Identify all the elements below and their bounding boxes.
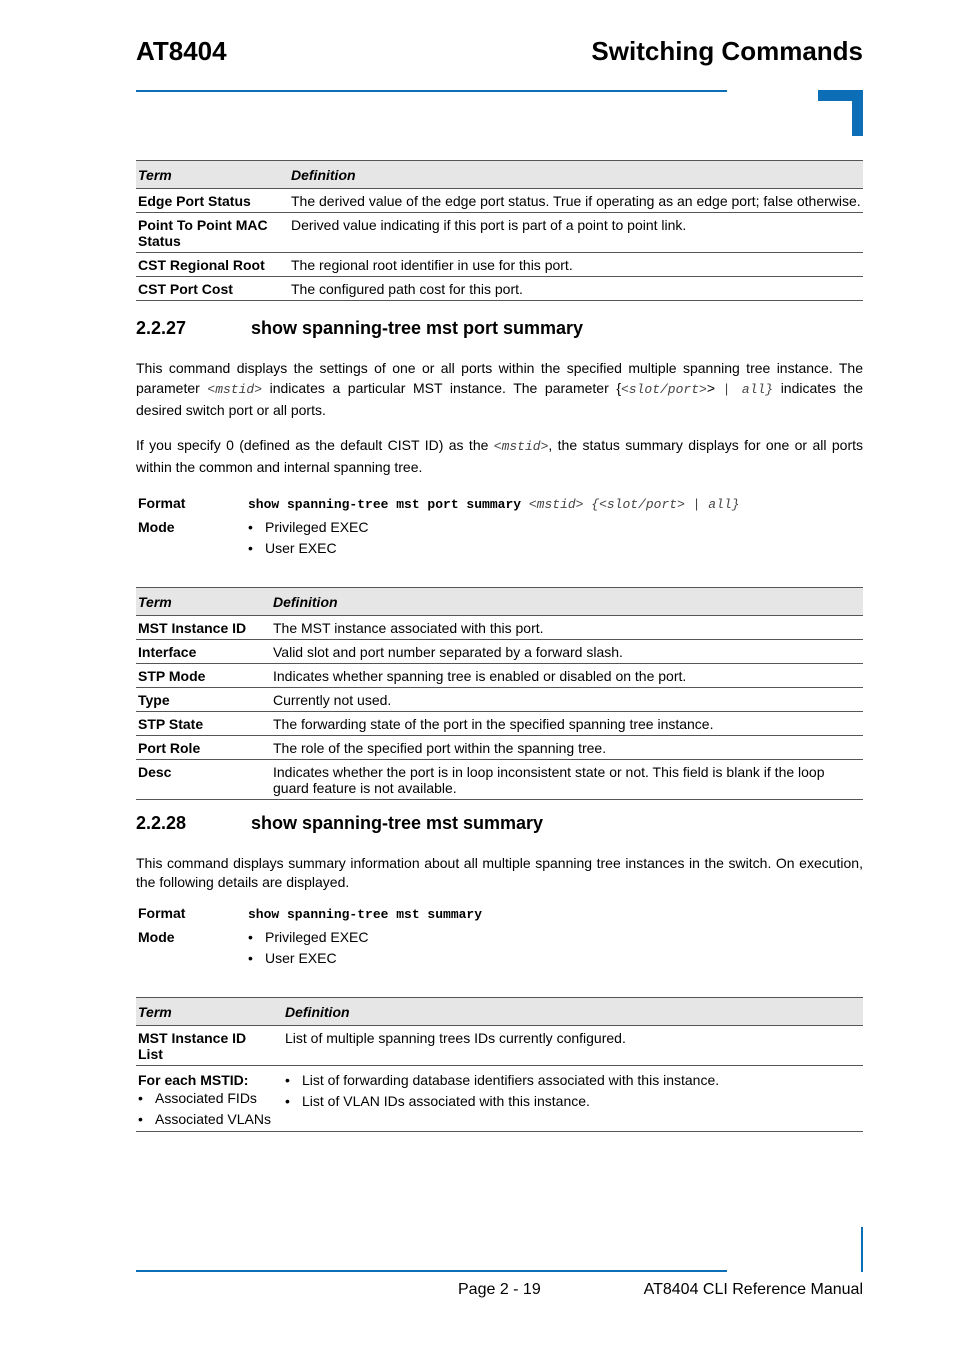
term-table-1 xyxy=(136,160,863,301)
term-cell: Interface xyxy=(136,640,271,664)
page-number: Page 2 - 19 xyxy=(458,1281,541,1298)
format-label: Format xyxy=(138,495,186,511)
term-cell: STP State xyxy=(136,712,271,736)
term-cell: Port Role xyxy=(136,736,271,760)
term-cell: STP Mode xyxy=(136,664,271,688)
definition-cell: Indicates whether spanning tree is enabled or disabled on the port. xyxy=(271,664,863,688)
definition-cell xyxy=(283,1066,863,1132)
format-command: show spanning-tree mst summary xyxy=(248,907,483,922)
definition-cell: The derived value of the edge port status. True if operating as an edge port; false otherwise. xyxy=(289,189,863,213)
definition-cell: The forwarding state of the port in the specified spanning tree instance. xyxy=(271,712,863,736)
paragraph xyxy=(136,358,863,420)
definition-cell: The configured path cost for this port. xyxy=(289,277,863,301)
list-item: • List of VLAN IDs associated with this instance. xyxy=(285,1091,861,1112)
table-row xyxy=(136,1066,863,1132)
term-cell: CST Port Cost xyxy=(136,277,289,301)
definition-cell: Derived value indicating if this port is part of a point to point link. xyxy=(289,213,863,253)
column-term: Term xyxy=(136,588,271,616)
table-row xyxy=(136,688,863,712)
text: > xyxy=(706,380,723,396)
table-header-row xyxy=(136,998,863,1026)
term-cell xyxy=(136,1066,283,1132)
all-param: | all} xyxy=(722,382,774,397)
mode-label: Mode xyxy=(138,929,175,945)
table-row xyxy=(136,213,863,253)
definition-cell: The MST instance associated with this port. xyxy=(271,616,863,640)
table-row xyxy=(136,640,863,664)
footer-rule xyxy=(136,1270,727,1272)
list-item: • List of forwarding database identifiers associated with this instance. xyxy=(285,1070,861,1091)
corner-mark-bottom xyxy=(861,1227,863,1272)
section-number: 2.2.28 xyxy=(136,813,187,833)
table-row xyxy=(136,616,863,640)
term-cell: MST Instance ID List xyxy=(136,1026,283,1066)
text: If you specify 0 (defined as the default CIST ID) as the xyxy=(136,437,494,453)
list-item: • User EXEC xyxy=(248,538,369,559)
definition-cell: Valid slot and port number separated by a forward slash. xyxy=(271,640,863,664)
text: indicates the desired switch port or all ports. xyxy=(136,380,863,418)
definition-cell: Currently not used. xyxy=(271,688,863,712)
term-cell: CST Regional Root xyxy=(136,253,289,277)
mstid-param: <mstid> xyxy=(493,439,549,454)
list-item: • Associated FIDs xyxy=(138,1090,281,1106)
table-row xyxy=(136,736,863,760)
command-args: <mstid> {<slot/port> | all} xyxy=(528,497,740,512)
term-table-3 xyxy=(136,997,863,1132)
list-item: • Privileged EXEC xyxy=(248,927,369,948)
list-item: • Associated VLANs xyxy=(138,1111,281,1127)
format-command xyxy=(248,497,740,512)
section-title: show spanning-tree mst port summary xyxy=(251,318,584,338)
table-header-row xyxy=(136,161,863,189)
table-row xyxy=(136,189,863,213)
text: This command displays the settings of one or all ports within the specified multiple spanning tree instance. The parameter xyxy=(136,360,863,396)
term-cell: Desc xyxy=(136,760,271,800)
column-term: Term xyxy=(136,998,283,1026)
manual-title: AT8404 CLI Reference Manual xyxy=(643,1281,863,1298)
table-row xyxy=(136,712,863,736)
header-product: AT8404 xyxy=(136,36,227,66)
table-header-row xyxy=(136,588,863,616)
paragraph xyxy=(136,435,863,477)
section-number: 2.2.27 xyxy=(136,318,187,338)
mode-list xyxy=(248,517,369,559)
definition-cell: The regional root identifier in use for this port. xyxy=(289,253,863,277)
list-item: • User EXEC xyxy=(248,948,369,969)
mode-label: Mode xyxy=(138,519,175,535)
table-row xyxy=(136,253,863,277)
column-definition: Definition xyxy=(271,588,863,616)
definition-cell: Indicates whether the port is in loop inconsistent state or not. This field is blank if the loop guard feature is not available. xyxy=(271,760,863,800)
mode-list xyxy=(248,927,369,969)
slot-port-param: <slot/port> xyxy=(621,382,707,397)
table-row xyxy=(136,277,863,301)
section-title: show spanning-tree mst summary xyxy=(251,813,544,833)
definition-cell: List of multiple spanning trees IDs currently configured. xyxy=(283,1026,863,1066)
column-term: Term xyxy=(136,161,289,189)
list-item: • Privileged EXEC xyxy=(248,517,369,538)
mstid-param: <mstid> xyxy=(207,382,263,397)
term-sublist xyxy=(138,1090,281,1127)
term-heading: For each MSTID: xyxy=(138,1072,249,1088)
column-definition: Definition xyxy=(283,998,863,1026)
column-definition: Definition xyxy=(289,161,863,189)
text: , the status summary displays for one or all ports within the common and internal spanning tree. xyxy=(136,437,863,475)
corner-mark-top xyxy=(818,90,863,136)
term-cell: Type xyxy=(136,688,271,712)
paragraph: This command displays summary information about all multiple spanning tree instances in the switch. On execution, the following details are displayed. xyxy=(136,855,863,890)
term-table-2 xyxy=(136,587,863,800)
table-row xyxy=(136,664,863,688)
definition-cell: The role of the specified port within the spanning tree. xyxy=(271,736,863,760)
header-rule xyxy=(136,90,727,92)
format-label: Format xyxy=(138,905,186,921)
table-row xyxy=(136,1026,863,1066)
term-cell: Point To Point MAC Status xyxy=(136,213,289,253)
command-text: show spanning-tree mst port summary xyxy=(248,497,522,512)
term-cell: Edge Port Status xyxy=(136,189,289,213)
table-row xyxy=(136,760,863,800)
definition-list xyxy=(285,1070,861,1112)
term-cell: MST Instance ID xyxy=(136,616,271,640)
header-chapter: Switching Commands xyxy=(591,36,863,66)
text: indicates a particular MST instance. The parameter { xyxy=(262,380,621,396)
